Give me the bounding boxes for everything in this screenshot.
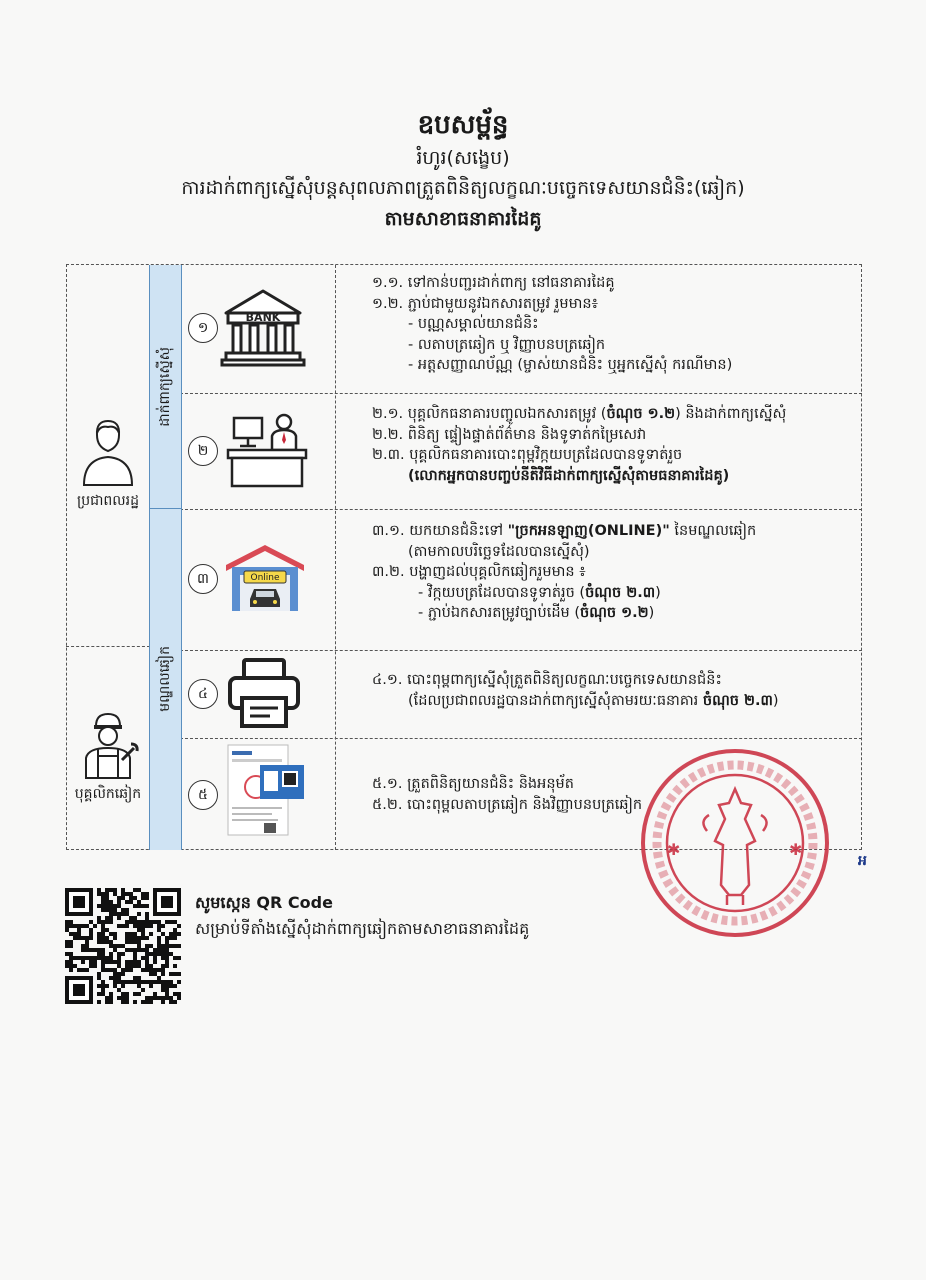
reference-point: ចំណុច ២.៣ [585, 584, 656, 601]
step-1-line: - បណ្ណសម្គាល់យានជំនិះ [408, 316, 539, 332]
step-2-line: ២.២. ពិនិត្យ ផ្ទៀងផ្ទាត់ព័ត៌មាន និងទូទាត់កម្រៃសេវា [372, 426, 647, 443]
actor-citizen [66, 415, 150, 512]
bank-icon [220, 287, 306, 367]
svg-text:Online: Online [250, 573, 280, 583]
step-2-line: ២.៣. បុគ្គលិកធនាគារបោះពុម្ពវិក្កយបត្រដែលបានទូទាត់រួច [372, 447, 683, 463]
row-divider [180, 650, 862, 651]
phase-center: មណ្ឌលឆៀក [157, 646, 173, 712]
step-1-text [372, 273, 732, 376]
actor-divider [66, 646, 150, 647]
certificate-icon [226, 743, 306, 841]
actor-citizen-label: ប្រជាពលរដ្ឋ [77, 493, 139, 509]
svg-text:BANK: BANK [245, 311, 281, 324]
step-3-line: ៣.១. យកយានជំនិះទៅ "ច្រកអនឡាញ(ONLINE)" នៃមណ្ឌលឆៀក [372, 523, 757, 539]
qr-code [65, 888, 181, 1004]
svg-text:✱: ✱ [667, 840, 681, 859]
step-1-line: - លតាបត្រឆៀក ឬ វិញ្ញាបនបត្រឆៀក [408, 336, 606, 353]
step-5-text [372, 774, 642, 815]
step-5-line: ៥.១. ត្រួតពិនិត្យយានជំនិះ និងអនុម័ត [372, 776, 574, 792]
step-5-line: ៥.២. បោះពុម្ពលតាបត្រឆៀក និងវិញ្ញាបនបត្រឆៀក [372, 796, 643, 813]
step-number-5: ៥ [188, 780, 218, 810]
svg-text:✱: ✱ [789, 840, 803, 859]
step-1-line: ១.២. ភ្ជាប់ជាមួយនូវឯកសារតម្រូវ រួមមាន៖ [372, 295, 598, 312]
step-3-line: (តាមកាលបរិច្ឆេទដែលបានស្នើសុំ) [408, 543, 590, 560]
step-4-line: (ដែលប្រជាពលរដ្ឋបានដាក់ពាក្យស្នើសុំតាមរយៈធនាគារ ចំណុច ២.៣) [408, 692, 779, 709]
online-garage-icon [224, 543, 306, 613]
qr-description: សម្រាប់ទីតាំងស្នើសុំដាក់ពាក្យឆៀកតាមសាខាធនាគារដៃគូ [195, 919, 530, 938]
row-divider [180, 509, 862, 510]
step-4-line: ៤.១. បោះពុម្ពពាក្យស្នើសុំត្រួតពិនិត្យលក្ខណៈបច្ចេកទេសយានជំនិះ [372, 672, 722, 688]
online-lane-label: "ច្រកអនឡាញ(ONLINE)" [507, 523, 670, 539]
step-3-line: ៣.២. បង្ហាញដល់បុគ្គលិកឆៀករួមមាន ៖ [372, 564, 586, 580]
step-2-text [372, 404, 786, 486]
step-1-line: ១.១. ទៅកាន់បញ្ជរដាក់ពាក្យ នៅធនាគារដៃគូ [372, 275, 615, 291]
reference-point: ចំណុច ១.២ [580, 605, 649, 621]
reference-point: ចំណុច ២.៣ [702, 692, 773, 709]
printer-icon [228, 658, 300, 728]
step-number-3: ៣ [188, 564, 218, 594]
qr-title: សូមស្កេន QR Code [195, 893, 333, 912]
step-number-4: ៤ [188, 679, 218, 709]
step-4-text [372, 670, 779, 711]
step-number-1: ១ [188, 313, 218, 343]
phase-apply: ដាក់ពាក្យស្នើសុំ [157, 346, 173, 427]
step-3-text [372, 521, 756, 624]
step-3-line: - វិក្កយបត្រដែលបានទូទាត់រួច (ចំណុច ២.៣) [418, 584, 661, 601]
document-description: ការដាក់ពាក្យស្នើសុំបន្តសុពលភាពត្រួតពិនិត្យលក្ខណៈបច្ចេកទេសយានជំនិះ(ឆៀក) [181, 177, 745, 199]
margin-initial-mark: អ [858, 853, 867, 869]
document-title: ឧបសម្ព័ន្ធ [417, 110, 509, 140]
column-divider [335, 265, 336, 850]
document-subtitle: រំហូរ(សង្ខេប) [416, 147, 510, 169]
step-number-2: ២ [188, 436, 218, 466]
person-icon [78, 415, 138, 487]
document-branch-heading: តាមសាខាធនាគារដៃគូ [384, 208, 542, 230]
row-divider [180, 738, 862, 739]
step-2-line: ២.១. បុគ្គលិកធនាគារបញ្ចូលឯកសារតម្រូវ (ចំណុច ១.២) និងដាក់ពាក្យស្នើសុំ [372, 406, 787, 422]
reference-point: ចំណុច ១.២ [606, 406, 676, 422]
step-2-note: (លោកអ្នកបានបញ្ចប់នីតិវិធីដាក់ពាក្យស្នើសុំតាមធនាគារដៃគូ) [408, 467, 730, 484]
step-3-line: - ភ្ជាប់ឯកសារតម្រូវច្បាប់ដើម (ចំណុច ១.២) [418, 605, 655, 621]
bank-officer-icon [226, 410, 308, 490]
official-stamp-seal [637, 745, 833, 941]
row-divider [180, 393, 862, 394]
mechanic-icon [76, 708, 140, 780]
actor-inspector-label: បុគ្គលិកឆៀក [74, 786, 142, 802]
actor-inspector [66, 708, 150, 805]
step-1-line: - អត្តសញ្ញាណប័ណ្ណ (ម្ចាស់យានជំនិះ ឬអ្នកស្នើសុំ ករណីមាន) [408, 357, 733, 373]
